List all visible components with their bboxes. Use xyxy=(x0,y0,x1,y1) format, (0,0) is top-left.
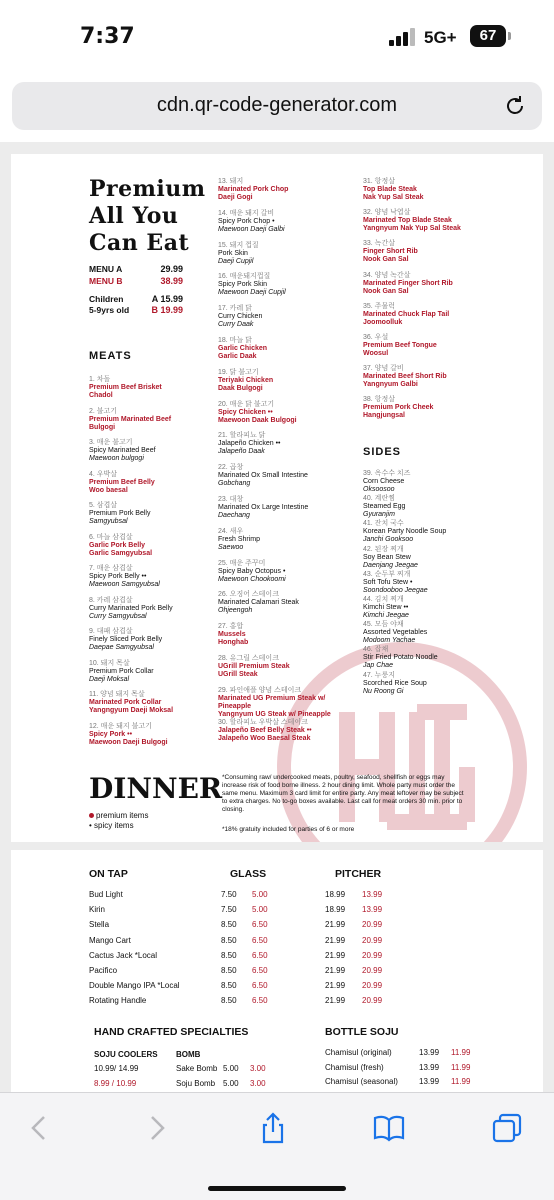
menu-item xyxy=(89,565,219,589)
menu-item-romanized: Maewoon Samgyubsal xyxy=(89,581,160,588)
menu-item-korean: 7. 매운 삼겹살 xyxy=(89,565,133,572)
bomb-name: Soju Bomb xyxy=(176,1078,216,1088)
pitcher-heading: PITCHER xyxy=(335,868,382,880)
menu-item-english: Premium Beef Brisket xyxy=(89,384,162,391)
beer-name: Rotating Handle xyxy=(89,996,147,1006)
bomb-p1: 5.00 xyxy=(223,1078,239,1088)
menu-item-english: Marinated Finger Short Rib xyxy=(363,279,453,287)
menu-item-romanized: Gyuranjim xyxy=(363,511,395,519)
beer-p1: 21.99 xyxy=(325,920,346,930)
menu-item-romanized: Daenjang Jeegae xyxy=(363,561,418,569)
beer-p2: 13.99 xyxy=(362,890,383,899)
menu-item xyxy=(363,272,493,296)
menu-item-english: Spicy Marinated Beef xyxy=(89,447,156,454)
menu-item-english: Spicy Pork Belly •• xyxy=(89,573,147,580)
menu-item-romanized: Maewoon Daeji Cupjil xyxy=(218,289,286,297)
menu-item-english: Steamed Egg xyxy=(363,503,406,511)
menu-item-english: Premium Marinated Beef xyxy=(89,415,172,423)
children-age: 5-9yrs old xyxy=(89,305,130,315)
menu-item xyxy=(218,655,348,679)
menu-item-korean: 43. 순두부 찌개 xyxy=(363,570,411,578)
reload-icon[interactable] xyxy=(502,93,528,119)
soju-p1: 13.99 xyxy=(419,1062,440,1072)
menu-item-romanized: Yangnyum Galbi xyxy=(363,381,418,389)
menu-item xyxy=(89,471,219,495)
menu-item-korean: 45. 모듬 야채 xyxy=(363,621,404,629)
menu-item-english: Marinated UG Premium Steak w/ Pineapple xyxy=(218,694,326,710)
menu-item-korean: 13. 돼지 xyxy=(218,178,244,185)
menu-item-romanized: Nak Yup Sal Steak xyxy=(363,194,424,201)
menu-item-romanized: Yangngyum Daeji Moksal xyxy=(89,707,174,714)
cellular-signal-icon xyxy=(389,28,415,46)
legend-spicy: • spicy items xyxy=(89,821,134,830)
menu-item-english: Mussels xyxy=(218,631,246,639)
menu-item-korean: 18. 마늘 닭 xyxy=(218,337,252,344)
premium-dot-icon xyxy=(89,813,94,818)
menu-item xyxy=(89,723,219,747)
menu-item-korean: 30. 할라피뇨 우박살 스테이크 xyxy=(218,718,308,726)
beer-p1: 21.99 xyxy=(325,966,346,975)
menu-item-romanized: Daechang xyxy=(218,512,250,519)
menu-item-romanized: Curry Samgyubsal xyxy=(89,612,147,620)
menu-item-english: Spicy Pork Skin xyxy=(218,281,268,289)
menu-item-korean: 10. 돼지 목살 xyxy=(89,659,130,667)
menu-item xyxy=(363,646,493,670)
soju-p1: 13.99 xyxy=(419,1077,440,1086)
menu-item xyxy=(363,303,493,327)
brand-title xyxy=(89,176,206,257)
menu-a-price: 29.99 xyxy=(160,264,183,274)
menu-item-korean: 44. 김치 찌개 xyxy=(363,596,404,603)
menu-item xyxy=(89,628,219,652)
menu-item-korean: 8. 카레 삼겹살 xyxy=(89,596,133,604)
menu-item-korean: 12. 매운 돼지 불고기 xyxy=(89,722,152,730)
menu-item-english: Curry Marinated Pork Belly xyxy=(89,604,173,612)
food-menu-page xyxy=(11,154,543,842)
menu-b-label: MENU B xyxy=(89,276,123,286)
menu-item-english: Spicy Pork •• xyxy=(89,730,133,738)
menu-b-price: 38.99 xyxy=(160,276,183,286)
soju-p2: 11.99 xyxy=(451,1062,471,1072)
menu-item-romanized: Daeji Gogi xyxy=(218,194,253,201)
on-tap-heading: ON TAP xyxy=(89,868,128,880)
children-row xyxy=(89,294,183,304)
beer-p2: 13.99 xyxy=(362,905,383,915)
status-time: 7:37 xyxy=(80,24,135,49)
bomb-p2: 3.00 xyxy=(250,1078,266,1088)
menu-item-romanized: Jalapeño Woo Baesal Steak xyxy=(218,734,311,742)
menu-item-romanized: Kimchi Jeegae xyxy=(363,612,409,619)
menu-item-english: Finely Sliced Pork Belly xyxy=(89,636,163,643)
menu-item-english: Scorched Rice Soup xyxy=(363,679,427,687)
menu-item xyxy=(89,691,219,715)
beer-p2: 20.99 xyxy=(362,950,383,960)
menu-a-label: MENU A xyxy=(89,264,123,274)
menu-item xyxy=(218,496,348,520)
menu-item xyxy=(363,178,493,202)
beer-name: Cactus Jack *Local xyxy=(89,950,158,960)
beer-g1: 7.50 xyxy=(221,905,237,915)
menu-item xyxy=(363,672,493,696)
menu-item xyxy=(218,464,348,488)
menu-item-korean: 9. 대패 삼겹살 xyxy=(89,628,133,635)
menu-item-korean: 37. 양념 갈비 xyxy=(363,365,404,373)
browser-toolbar xyxy=(0,1092,554,1200)
menu-item-korean: 2. 불고기 xyxy=(89,407,118,415)
menu-item-romanized: Jap Chae xyxy=(363,662,393,670)
menu-item-english: Marinated Pork Chop xyxy=(218,186,289,193)
brand-line: Can Eat xyxy=(89,230,190,256)
menu-item xyxy=(218,591,348,615)
bomb-name: Sake Bomb xyxy=(176,1064,218,1073)
menu-item-romanized: Soondooboo Jeegae xyxy=(363,586,428,594)
menu-item-romanized: Maewoon Daeji Bulgogi xyxy=(89,738,168,746)
children-b-price: B 19.99 xyxy=(151,305,183,315)
menu-item-korean: 27. 홍합 xyxy=(218,623,244,631)
menu-item-english: Jalapeño Beef Belly Steak •• xyxy=(218,726,312,734)
menu-item-korean: 33. 녹간살 xyxy=(363,240,395,248)
menu-item-english: Premium Pork Collar xyxy=(89,667,154,675)
beer-name: Double Mango IPA *Local xyxy=(89,981,180,991)
menu-item xyxy=(89,376,219,400)
menu-item-romanized: Gobchang xyxy=(218,480,251,488)
battery-cap xyxy=(508,32,511,40)
menu-item xyxy=(363,621,493,645)
children-age-row xyxy=(89,305,183,315)
menu-item-english: Soft Tofu Stew • xyxy=(363,578,413,586)
menu-item-english: Marinated Calamari Steak xyxy=(218,599,299,607)
soju-name: Chamisul (seasonal) xyxy=(325,1077,398,1086)
beer-g2: 6.50 xyxy=(252,935,268,945)
menu-item xyxy=(218,432,348,456)
menu-item-english: Curry Chicken xyxy=(218,313,263,321)
soju-p2: 11.99 xyxy=(451,1077,471,1086)
menu-item-romanized: Yangnyum UG Steak w/ Pineapple xyxy=(218,710,331,718)
menu-item-english: Kimchi Stew •• xyxy=(363,604,409,611)
menu-item xyxy=(89,534,219,558)
menu-item-english: Premium Beef Tongue xyxy=(363,342,437,349)
bomb-p1: 5.00 xyxy=(223,1064,239,1073)
menu-item xyxy=(218,337,348,361)
menu-item-romanized: Daepae Samgyubsal xyxy=(89,644,154,651)
menu-item-english: Stir Fried Potato Noodle xyxy=(363,654,438,662)
soju-p2: 11.99 xyxy=(451,1048,471,1057)
menu-item-romanized: Oksoosoo xyxy=(363,486,395,493)
menu-item-english: UGrill Premium Steak xyxy=(218,663,290,670)
beer-g2: 6.50 xyxy=(252,920,268,930)
menu-item-romanized: Joomoolluk xyxy=(363,318,403,326)
menu-item-english: Finger Short Rib xyxy=(363,248,418,256)
beer-p2: 20.99 xyxy=(362,981,383,991)
menu-item-korean: 35. 주물럭 xyxy=(363,302,395,310)
menu-item-korean: 41. 잔치 국수 xyxy=(363,520,404,528)
menu-item xyxy=(89,660,219,684)
menu-item xyxy=(218,273,348,297)
beer-g2: 5.00 xyxy=(252,905,268,915)
menu-item-romanized: Maewoon Daak Bulgogi xyxy=(218,416,297,424)
menu-item-english: Marinated Beef Short Rib xyxy=(363,373,447,381)
menu-item-korean: 20. 매운 닭 불고기 xyxy=(218,400,275,408)
menu-item-romanized: Samgyubsal xyxy=(89,518,128,525)
beer-g2: 5.00 xyxy=(252,890,268,899)
beer-p1: 18.99 xyxy=(325,905,346,915)
menu-item xyxy=(363,334,493,358)
home-indicator xyxy=(208,1186,346,1191)
menu-item-romanized: Garlic Daak xyxy=(218,353,257,360)
menu-item-romanized: Ohjeengoh xyxy=(218,607,253,615)
network-type: 5G+ xyxy=(424,28,457,47)
menu-item-english: Garlic Pork Belly xyxy=(89,541,146,549)
menu-item-korean: 22. 곱창 xyxy=(218,464,244,472)
menu-item-english: Korean Party Noodle Soup xyxy=(363,528,447,536)
brand-line: Premium xyxy=(89,176,206,202)
menu-item-korean: 14. 매운 돼지 갈비 xyxy=(218,209,275,217)
menu-item-english: Assorted Vegetables xyxy=(363,629,428,637)
menu-item-romanized: Maewoon Daeji Galbi xyxy=(218,225,285,233)
back-icon[interactable] xyxy=(22,1111,56,1145)
menu-item xyxy=(218,178,348,202)
status-bar xyxy=(0,0,554,76)
menu-item xyxy=(218,401,348,425)
menu-item-english: Marinated Ox Large Intestine xyxy=(218,504,309,511)
menu-item xyxy=(218,623,348,647)
menu-item-english: Fresh Shrimp xyxy=(218,535,261,543)
soju-name: Chamisul (fresh) xyxy=(325,1062,384,1072)
menu-item-korean: 39. 옥수수 치즈 xyxy=(363,470,411,477)
menu-item xyxy=(363,365,493,389)
menu-item-romanized: Hangjungsal xyxy=(363,412,406,420)
beer-g2: 6.50 xyxy=(252,966,268,975)
specialties-heading: HAND CRAFTED SPECIALTIES xyxy=(94,1026,249,1038)
menu-item-korean: 42. 된장 찌개 xyxy=(363,545,404,553)
share-icon[interactable] xyxy=(256,1111,290,1145)
menu-item-romanized: Maewoon bulgogi xyxy=(89,455,144,462)
menu-item xyxy=(218,528,348,552)
menu-item-korean: 26. 오징어 스테이크 xyxy=(218,591,279,599)
menu-item-romanized: Nook Gan Sal xyxy=(363,287,409,295)
menu-item xyxy=(218,210,348,234)
beer-p2: 20.99 xyxy=(362,935,383,945)
menu-b-row xyxy=(89,276,183,286)
menu-item-english: Garlic Chicken xyxy=(218,345,268,352)
beer-p2: 20.99 xyxy=(362,996,383,1006)
sides-heading: SIDES xyxy=(363,446,402,458)
menu-item-korean: 25. 매운 주꾸미 xyxy=(218,559,266,567)
menu-item-korean: 6. 마늘 삼겹살 xyxy=(89,533,133,541)
beer-g2: 6.50 xyxy=(252,981,268,991)
beer-g1: 8.50 xyxy=(221,981,237,991)
menu-item xyxy=(363,470,493,494)
menu-item-english: Jalapeño Chicken •• xyxy=(218,440,281,448)
menu-item-english: Corn Cheese xyxy=(363,478,405,485)
menu-item-english: Marinated Ox Small Intestine xyxy=(218,472,308,480)
menu-item xyxy=(363,396,493,420)
children-label: Children xyxy=(89,294,124,304)
soju-coolers-title: SOJU COOLERS xyxy=(94,1050,158,1059)
beer-p1: 21.99 xyxy=(325,935,346,945)
beer-name: Stella xyxy=(89,920,110,930)
soju-p1: 13.99 xyxy=(419,1048,440,1057)
menu-item-english: Premium Beef Belly xyxy=(89,478,155,486)
menu-item-english: Teriyaki Chicken xyxy=(218,376,274,384)
menu-item xyxy=(363,596,493,620)
menu-item-english: Marinated Pork Collar xyxy=(89,699,162,706)
menu-item xyxy=(89,502,219,526)
menu-item-korean: 36. 우설 xyxy=(363,334,389,341)
menu-item-romanized: Jalapeño Daak xyxy=(218,448,265,456)
menu-item xyxy=(363,520,493,544)
beer-g1: 8.50 xyxy=(221,966,237,975)
beer-p2: 20.99 xyxy=(362,920,383,930)
menu-item xyxy=(89,597,219,621)
menu-item-english: Top Blade Steak xyxy=(363,186,417,193)
beer-g1: 8.50 xyxy=(221,935,237,945)
beer-p1: 18.99 xyxy=(325,890,346,899)
menu-a-row xyxy=(89,264,183,274)
menu-item-romanized: Nook Gan Sal xyxy=(363,256,409,264)
menu-item-korean: 32. 양념 낙엽살 xyxy=(363,209,411,217)
menu-item-korean: 31. 항정살 xyxy=(363,178,395,185)
menu-item-romanized: Maewoon Chookoomi xyxy=(218,575,286,583)
brand-line: All You xyxy=(89,203,179,229)
menu-item-romanized: Honghab xyxy=(218,639,249,647)
menu-item-romanized: Bulgogi xyxy=(89,423,116,431)
legend-premium-label: premium items xyxy=(96,811,149,820)
menu-item xyxy=(363,546,493,570)
menu-item xyxy=(218,242,348,266)
tabs-icon[interactable] xyxy=(490,1111,524,1145)
menu-item xyxy=(363,240,493,264)
address-bar[interactable] xyxy=(12,82,542,130)
beer-g1: 8.50 xyxy=(221,950,237,960)
menu-item-korean: 34. 양념 녹간살 xyxy=(363,271,411,279)
disclaimer-text: *Consuming raw/ undercooked meats, poultry, seafood, shellfish or eggs may increase risk of food borne illness. 2 hour dining limit. Whole party must order the same menu. Maximum 3 card limit for entire party. Any meat leftover may be subject to extra charges. No to-go boxes available. Last call for meat orders 30 min. prior to closing. xyxy=(222,774,464,813)
legend-premium xyxy=(89,811,148,820)
menu-item xyxy=(363,209,493,233)
meats-heading: MEATS xyxy=(89,350,132,362)
gratuity-note: *18% gratuity included for parties of 6 or more xyxy=(222,826,355,833)
menu-item xyxy=(218,305,348,329)
menu-item-romanized: Daeji Moksal xyxy=(89,675,130,683)
menu-item-korean: 23. 대창 xyxy=(218,496,244,503)
beer-p1: 21.99 xyxy=(325,996,346,1006)
menu-item-korean: 40. 계란찜 xyxy=(363,495,395,503)
menu-item-korean: 4. 우박살 xyxy=(89,470,118,478)
menu-item-korean: 19. 닭 불고기 xyxy=(218,368,259,376)
beer-p1: 21.99 xyxy=(325,981,346,991)
menu-item-english: Premium Pork Belly xyxy=(89,510,151,517)
menu-item-korean: 28. 유그릴 스테이크 xyxy=(218,655,279,662)
url-text[interactable]: cdn.qr-code-generator.com xyxy=(156,94,398,116)
forward-icon[interactable] xyxy=(140,1111,174,1145)
menu-item-korean: 17. 카레 닭 xyxy=(218,305,252,313)
children-a-price: A 15.99 xyxy=(151,294,183,304)
menu-item-romanized: Janchi Gooksoo xyxy=(363,536,414,544)
beer-name: Kirin xyxy=(89,905,106,915)
beer-name: Bud Light xyxy=(89,890,123,899)
menu-item-korean: 47. 누룽지 xyxy=(363,671,395,679)
menu-item-english: Pork Skin xyxy=(218,249,248,257)
menu-item xyxy=(218,687,348,719)
menu-item-korean: 21. 할라피뇨 닭 xyxy=(218,432,266,440)
menu-item-korean: 1. 차돌 xyxy=(89,376,111,383)
menu-item-english: Spicy Baby Octopus • xyxy=(218,567,286,575)
menu-item-english: Marinated Top Blade Steak xyxy=(363,217,452,225)
menu-item-korean: 15. 돼지 껍질 xyxy=(218,241,259,249)
beer-p2: 20.99 xyxy=(362,966,383,975)
menu-item xyxy=(89,408,219,432)
menu-item-korean: 24. 새우 xyxy=(218,527,244,535)
menu-item-romanized: Woo baesal xyxy=(89,486,128,494)
menu-item xyxy=(363,495,493,519)
menu-item-romanized: Daak Bulgogi xyxy=(218,384,263,392)
menu-item xyxy=(218,369,348,393)
beer-name: Mango Cart xyxy=(89,935,131,945)
menu-item-romanized: Garlic Samgyubsal xyxy=(89,549,153,557)
beer-p1: 21.99 xyxy=(325,950,346,960)
menu-item-romanized: Saewoo xyxy=(218,543,244,551)
menu-item-romanized: UGrill Steak xyxy=(218,671,258,678)
beer-g2: 6.50 xyxy=(252,996,268,1006)
soju-coolers-price-2: 8.99 / 10.99 xyxy=(94,1079,137,1088)
beer-name: Pacifico xyxy=(89,966,118,975)
menu-item-english: Soy Bean Stew xyxy=(363,553,411,561)
bottle-soju-heading: BOTTLE SOJU xyxy=(325,1026,399,1038)
beer-g1: 8.50 xyxy=(221,996,237,1006)
menu-item-romanized: Daeji Cupjil xyxy=(218,257,254,265)
beer-g2: 6.50 xyxy=(252,950,268,960)
menu-item xyxy=(218,560,348,584)
menu-item-english: Spicy Pork Chop • xyxy=(218,217,275,225)
bookmarks-icon[interactable] xyxy=(372,1111,406,1145)
menu-item-korean: 3. 매운 불고기 xyxy=(89,439,133,446)
beer-g1: 8.50 xyxy=(221,920,237,930)
battery-icon: 67 xyxy=(470,25,506,47)
menu-item-korean: 38. 항정살 xyxy=(363,396,395,404)
menu-item-korean: 11. 양념 돼지 목살 xyxy=(89,691,145,698)
soju-name: Chamisul (original) xyxy=(325,1048,392,1057)
menu-item xyxy=(89,439,219,463)
menu-item xyxy=(218,719,348,743)
menu-item-romanized: Chadol xyxy=(89,392,113,399)
page-content[interactable] xyxy=(0,142,554,1092)
glass-heading: GLASS xyxy=(230,868,267,880)
menu-item-romanized: Yangnyum Nak Yup Sal Steak xyxy=(363,225,461,233)
menu-item-korean: 29. 파인애플 양념 스테이크 xyxy=(218,686,302,694)
menu-item-romanized: Woosul xyxy=(363,350,389,357)
menu-item xyxy=(363,571,493,595)
menu-item-english: Marinated Chuck Flap Tail xyxy=(363,310,450,318)
menu-item-korean: 5. 삼겹살 xyxy=(89,502,118,509)
menu-item-korean: 46. 잡채 xyxy=(363,646,389,654)
dinner-title: DINNER xyxy=(89,772,223,805)
bomb-title: BOMB xyxy=(176,1050,201,1059)
menu-item-english: Spicy Chicken •• xyxy=(218,408,273,416)
menu-item-romanized: Modoom Yachae xyxy=(363,637,416,645)
soju-coolers-price-1: 10.99/ 14.99 xyxy=(94,1064,139,1073)
bomb-p2: 3.00 xyxy=(250,1064,266,1073)
beer-g1: 7.50 xyxy=(221,890,237,899)
menu-item-korean: 16. 매운돼지껍질 xyxy=(218,273,271,281)
menu-item-romanized: Curry Daak xyxy=(218,321,254,329)
menu-item-romanized: Nu Roong Gi xyxy=(363,687,404,695)
menu-item-english: Premium Pork Cheek xyxy=(363,404,434,412)
drinks-menu-page xyxy=(11,850,543,1092)
